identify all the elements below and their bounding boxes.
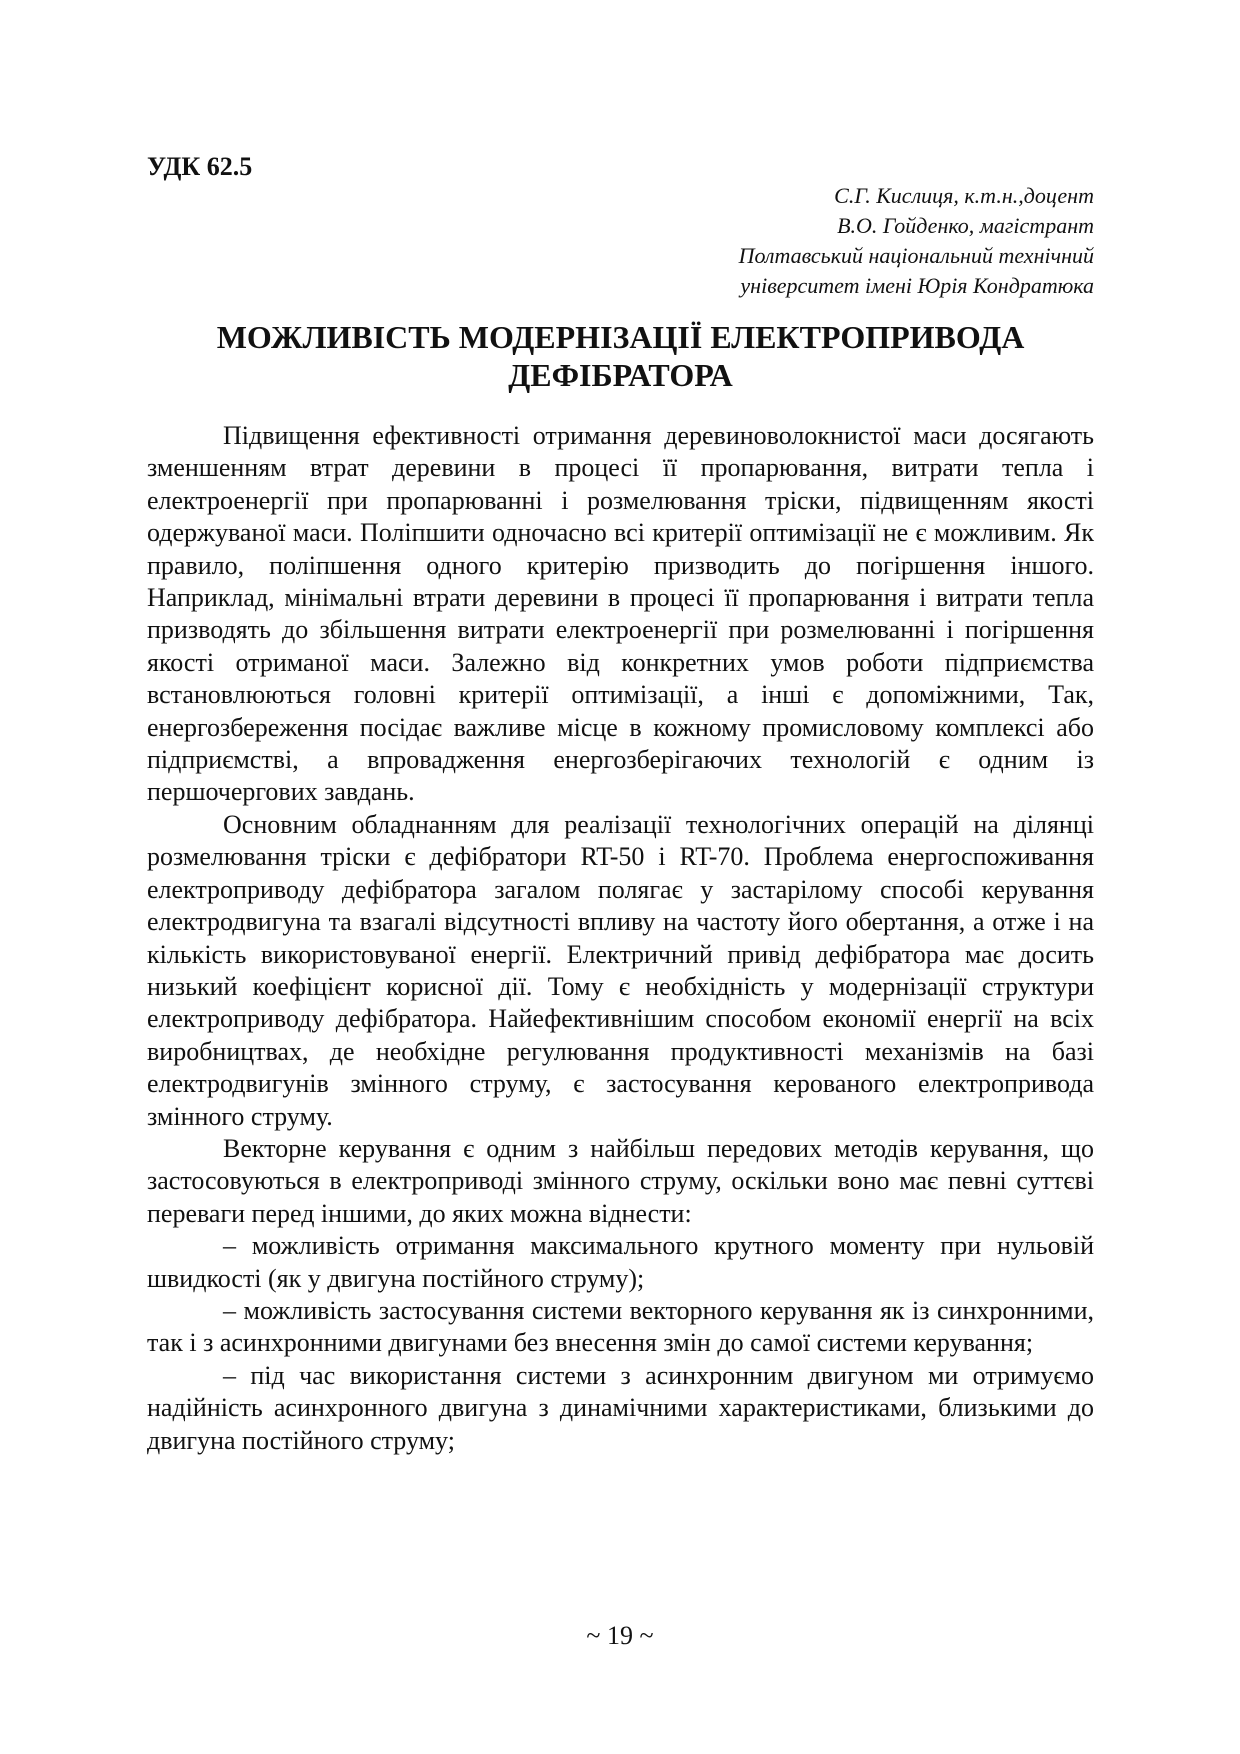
article-title: МОЖЛИВІСТЬ МОДЕРНІЗАЦІЇ ЕЛЕКТРОПРИВОДА ДЕФІБРАТОРА	[216, 319, 1025, 393]
affiliation-line: університет імені Юрія Кондратюка	[740, 273, 1094, 298]
list-item: – під час використання системи з асинхронним двигуном ми отримуємо надійність асинхронного двигуна з динамічними характеристиками, близькими до двигуна постійного струму;	[147, 1360, 1094, 1455]
body-paragraph: Векторне керування є одним з найбільш передових методів керування, що застосовуються в електроприводі змінного струму, оскільки воно має певні суттєві переваги перед іншими, до яких можна віднести:	[147, 1133, 1094, 1228]
author-line: В.О. Гойденко, магістрант	[837, 213, 1094, 238]
udc-code: УДК 62.5	[147, 152, 253, 181]
list-item: – можливість отримання максимального крутного моменту при нульовій швидкості (як у двигуна постійного струму);	[147, 1231, 1094, 1293]
article-body	[147, 420, 1094, 1457]
page-number: ~ 19 ~	[586, 1621, 654, 1650]
list-item: – можливість застосування системи векторного керування як із синхронними, так і з асинхронними двигунами без внесення змін до самої системи керування;	[147, 1295, 1094, 1358]
author-block	[739, 181, 1094, 301]
body-paragraph: Основним обладнанням для реалізації технологічних операцій на ділянці розмелювання тріски є дефібратори RT-50 і RT-70. Проблема енергоспоживання електроприводу дефібратора загалом полягає у застарілому способі керування електродвигуна та взагалі відсутності впливу на частоту його обертання, а отже і на кількість використовуваної енергії. Електричний привід дефібратора має досить низький коефіцієнт корисної дії. Тому є необхідність у модернізації структури електроприводу дефібратора. Найефективнішим способом економії енергії на всіх виробництвах, де необхідне регулювання продуктивності механізмів на базі електродвигунів змінного струму, є застосування керованого електропривода змінного струму.	[147, 809, 1094, 1131]
author-line: С.Г. Кислиця, к.т.н.,доцент	[834, 183, 1094, 208]
body-paragraph: Підвищення ефективності отримання деревиноволокнистої маси досягають зменшенням втрат деревини в процесі її пропарювання, витрати тепла і електроенергії при пропарюванні і розмелювання тріски, підвищенням якості одержуваної маси. Поліпшити одночасно всі критерії оптимізації не є можливим. Як правило, поліпшення одного критерію призводить до погіршення іншого. Наприклад, мінімальні втрати деревини в процесі її пропарювання і витрати тепла призводять до збільшення витрати електроенергії при розмелюванні і погіршення якості отриманої маси. Залежно від конкретних умов роботи підприємства встановлюються головні критерії оптимізації, а інші є допоміжними, Так, енергозбереження посідає важливе місце в кожному промисловому комплексі або підприємстві, а впровадження енергозберігаючих технологій є одним із першочергових завдань.	[147, 421, 1094, 807]
affiliation-line: Полтавський національний технічний	[738, 243, 1094, 268]
